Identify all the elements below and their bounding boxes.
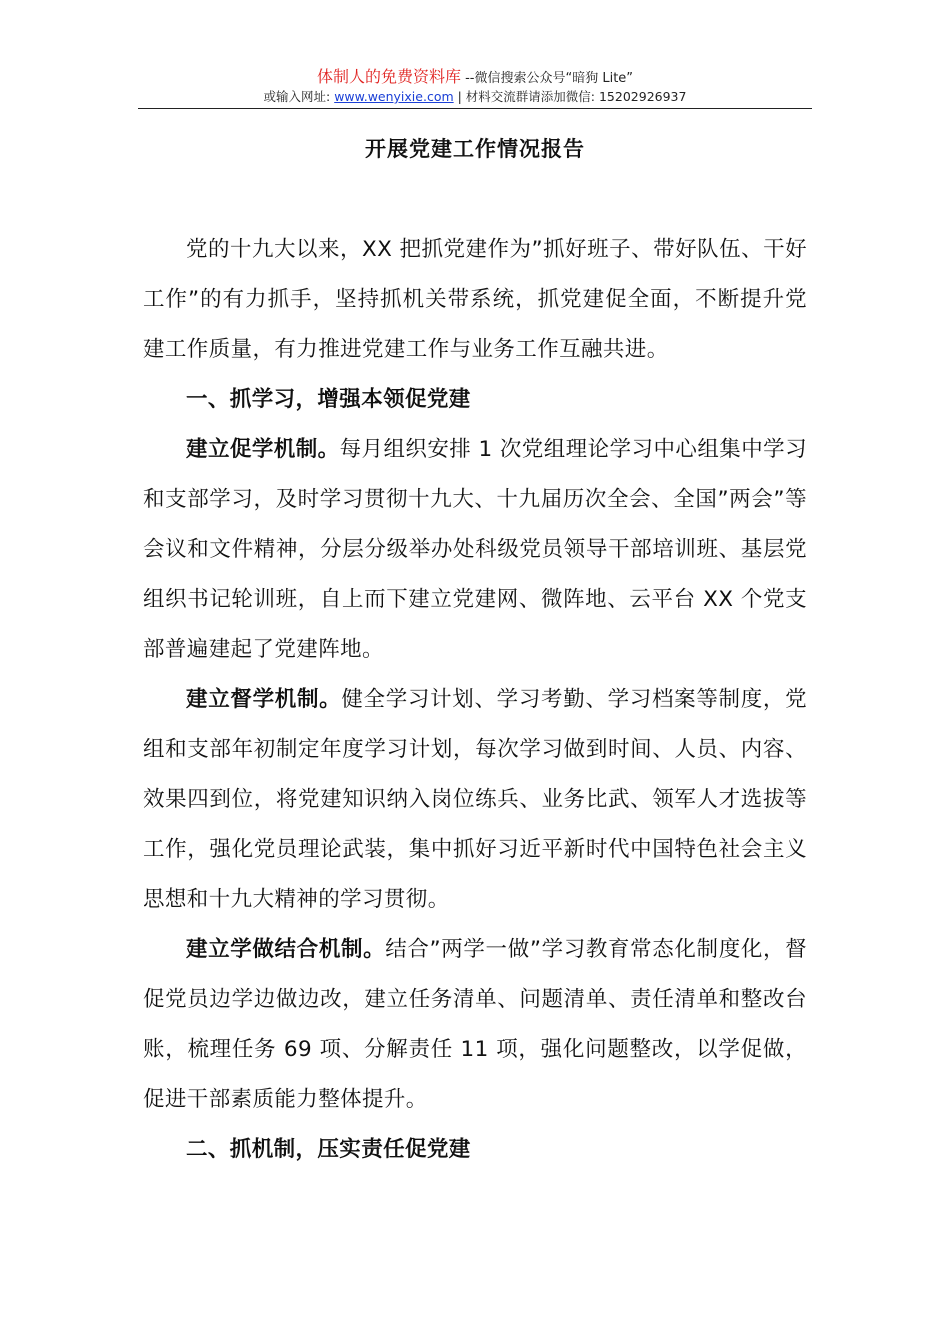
paragraph-lead: 建立学做结合机制。 <box>186 937 386 962</box>
intro-paragraph: 党的十九大以来，XX 把抓党建作为”抓好班子、带好队伍、干好工作”的有力抓手，坚持抓机关带系统，抓党建促全面，不断提升党建工作质量，有力推进党建工作与业务工作互融共进。 <box>143 237 807 362</box>
document-body <box>143 225 807 1175</box>
header-slogan: --微信搜索公众号“暗狗 Lite” <box>460 71 634 86</box>
header-brand: 体制人的免费资料库 <box>316 67 461 86</box>
body-paragraph <box>143 425 807 675</box>
paragraph-text: 结合”两学一做”学习教育常态化制度化，督促党员边学边做边改，建立任务清单、问题清单、责任清单和整改台账，梳理任务 69 项、分解责任 11 项，强化问题整改，以学促做，促进干部素质能力整体提升。 <box>143 937 807 1112</box>
header-url-prefix: 或输入网址: <box>263 89 335 104</box>
header-url-link[interactable]: www.wenyixie.com <box>334 89 454 104</box>
document-title: 开展党建工作情况报告 <box>365 137 585 161</box>
header-promo-line <box>0 66 950 88</box>
paragraph-lead: 建立促学机制。 <box>186 437 340 462</box>
section-heading-1: 一、抓学习，增强本领促党建 <box>186 387 471 412</box>
section-heading-2: 二、抓机制，压实责任促党建 <box>186 1137 471 1162</box>
header-contact-line <box>0 88 950 106</box>
page-header <box>0 66 950 106</box>
body-paragraph <box>143 925 807 1125</box>
body-paragraph <box>143 675 807 925</box>
paragraph-text: 每月组织安排 1 次党组理论学习中心组集中学习和支部学习，及时学习贯彻十九大、十九届历次全会、全国”两会”等会议和文件精神，分层分级举办处科级党员领导干部培训班、基层党组织书记轮训班，自上而下建立党建网、微阵地、云平台 XX 个党支部普遍建起了党建阵地。 <box>143 437 807 662</box>
paragraph-lead: 建立督学机制。 <box>186 687 342 712</box>
header-wechat-info: | 材料交流群请添加微信: 15202926937 <box>453 89 687 104</box>
header-divider <box>138 108 812 109</box>
paragraph-text: 健全学习计划、学习考勤、学习档案等制度，党组和支部年初制定年度学习计划，每次学习做到时间、人员、内容、效果四到位，将党建知识纳入岗位练兵、业务比武、领军人才选拔等工作，强化党员理论武装，集中抓好习近平新时代中国特色社会主义思想和十九大精神的学习贯彻。 <box>143 687 807 912</box>
